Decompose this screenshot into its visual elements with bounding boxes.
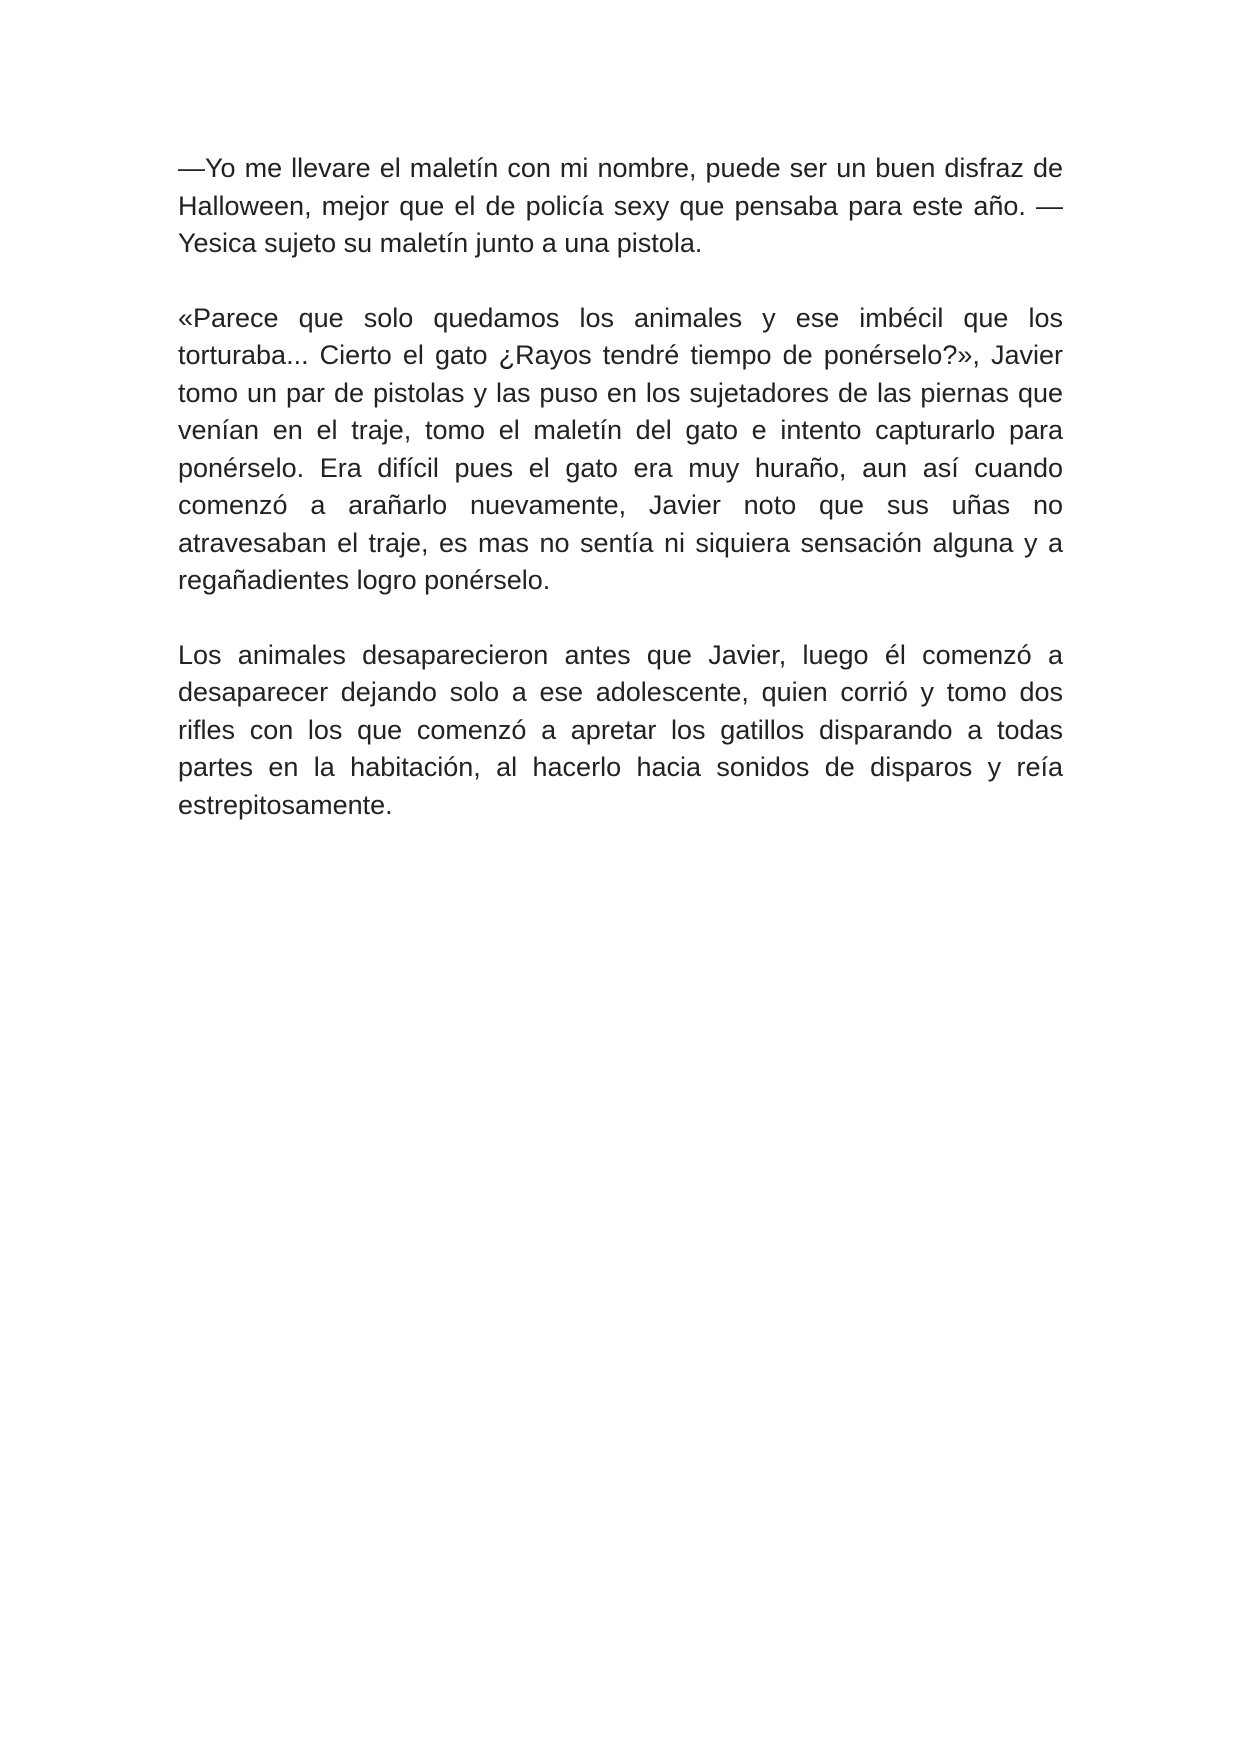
paragraph-3: Los animales desaparecieron antes que Javier, luego él comenzó a desaparecer dejando solo a ese adolescente, quien corrió y tomo dos rifles con los que comenzó a apretar los gatillos disparando a todas partes en la habitación, al hacerlo hacia sonidos de disparos y reía estrepitosamente.	[178, 639, 1063, 820]
paragraph-1: —Yo me llevare el maletín con mi nombre, puede ser un buen disfraz de Halloween, mejor que el de policía sexy que pensaba para este año. —Yesica sujeto su maletín junto a una pistola.	[178, 153, 1063, 258]
body-text	[178, 150, 1063, 861]
paragraph-2: «Parece que solo quedamos los animales y ese imbécil que los torturaba... Cierto el gato ¿Rayos tendré tiempo de ponérselo?», Javier tomo un par de pistolas y las puso en los sujetadores de las piernas que venían en el traje, tomo el maletín del gato e intento capturarlo para ponérselo. Era difícil pues el gato era muy huraño, aun así cuando comenzó a arañarlo nuevamente, Javier noto que sus uñas no atravesaban el traje, es mas no sentía ni siquiera sensación alguna y a regañadientes logro ponérselo.	[178, 302, 1063, 595]
